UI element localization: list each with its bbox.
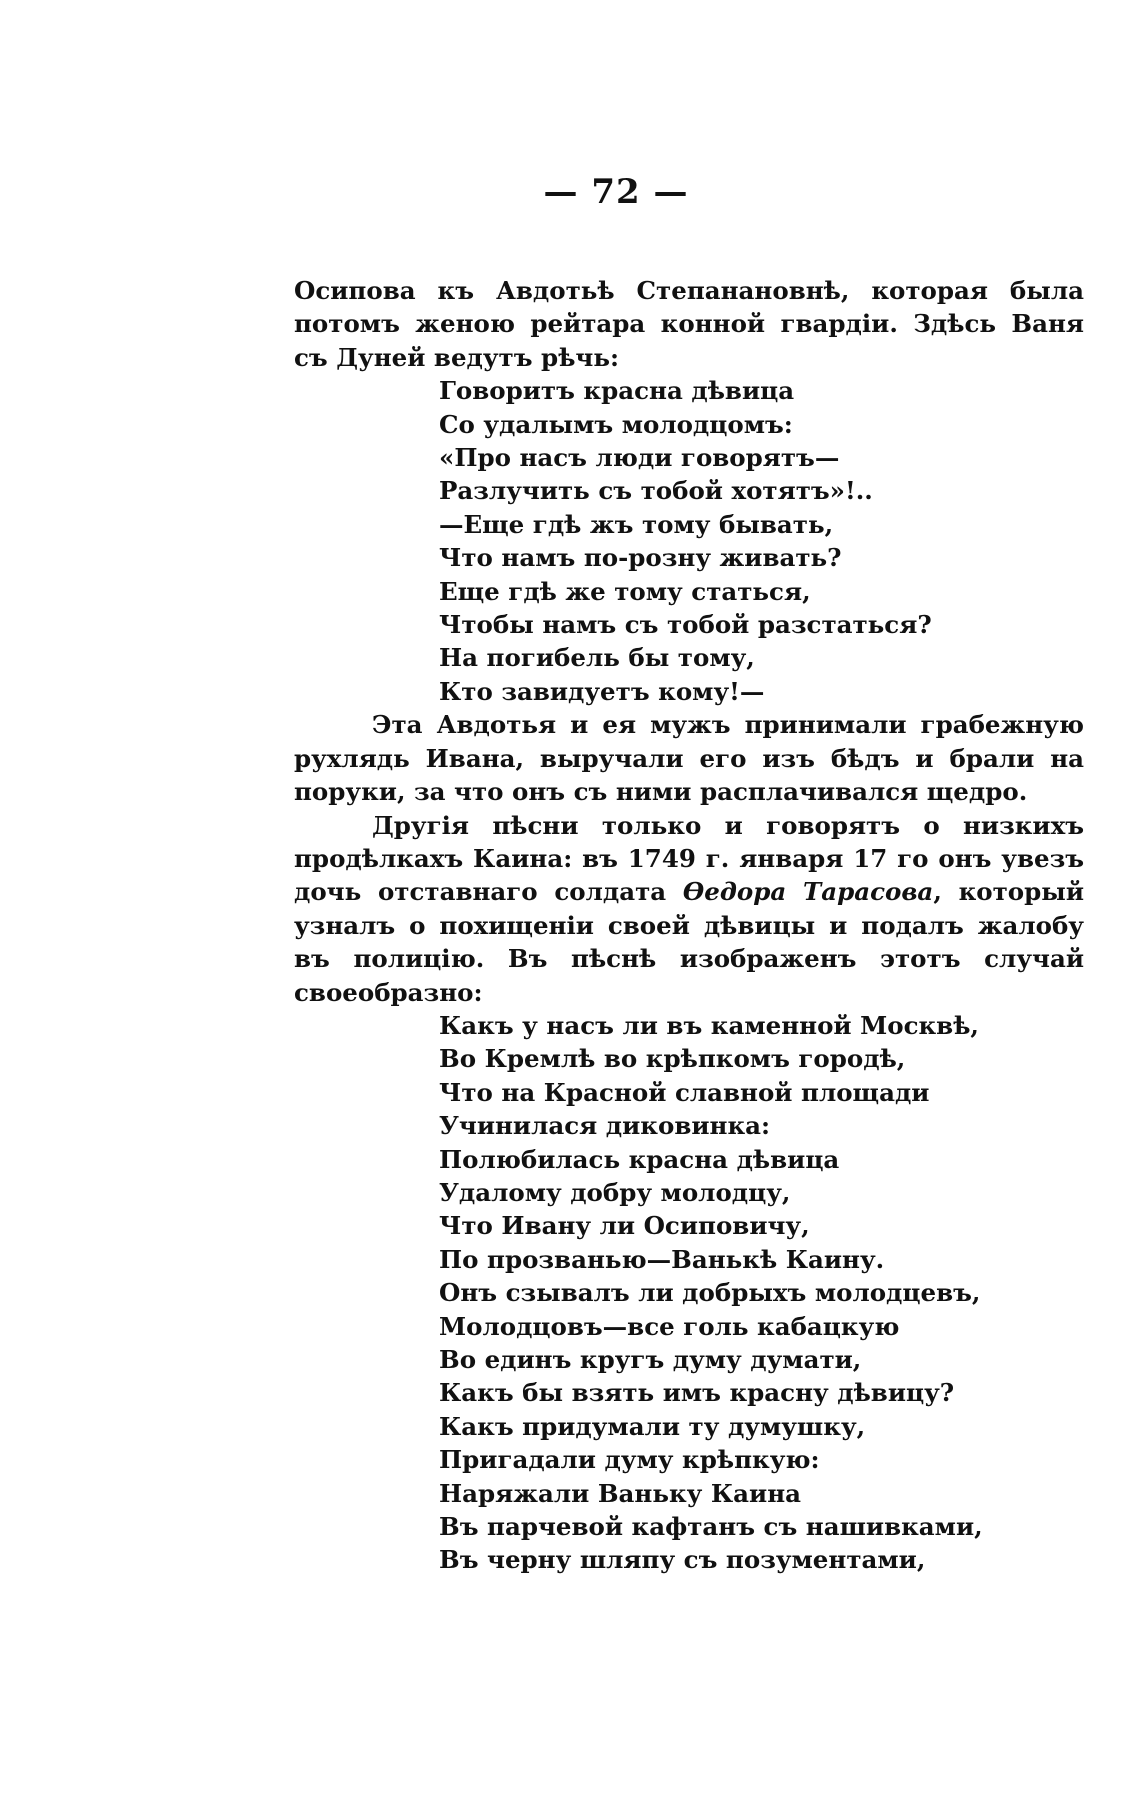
paragraph: Осипова къ Авдотьѣ Степанановнѣ, которая была потомъ женою рейтара конной гвардіи. Здѣсь Ваня съ Дуней ведутъ рѣчь:: [294, 276, 1084, 372]
verse-line: Въ парчевой кафтанъ съ нашивками,: [439, 1512, 983, 1542]
verse-line: Говоритъ красна дѣвица: [439, 376, 795, 406]
verse-line: Еще гдѣ же тому статься,: [439, 576, 811, 606]
paragraph-text: , который узналъ о похищеніи своей дѣвицы и подалъ жалобу въ полицію. Въ пѣснѣ изображенъ этотъ случай своеобразно:: [294, 877, 1084, 1007]
verse-line: Наряжали Ваньку Каина: [439, 1478, 802, 1508]
verse-line: Въ черну шляпу съ позументами,: [439, 1545, 926, 1575]
verse-line: Удалому добру молодцу,: [439, 1177, 791, 1207]
paragraph: Эта Авдотья и ея мужъ принимали грабежную рухлядь Ивана, выручали его изъ бѣдъ и брали на поруки, за что онъ съ ними расплачивался щедро.: [294, 710, 1084, 807]
verse-line: Молодцовъ—все голь кабацкую: [439, 1311, 900, 1341]
verse-line: Полюбилась красна дѣвица: [439, 1144, 840, 1174]
verse-line: Какъ бы взять имъ красну дѣвицу?: [439, 1378, 955, 1408]
verse-line: Во Кремлѣ во крѣпкомъ городѣ,: [439, 1044, 906, 1074]
verse-line: Что Ивану ли Осиповичу,: [439, 1211, 810, 1241]
verse-line: —Еще гдѣ жъ тому бывать,: [439, 509, 834, 539]
verse-line: Что намъ по-розну живать?: [439, 543, 842, 573]
verse-line: Во единъ кругъ думу думати,: [439, 1345, 862, 1374]
paragraph: [294, 809, 1084, 1009]
verse-line: Чтобы намъ съ тобой разстаться?: [439, 610, 932, 640]
verse-line: Со удалымъ молодцомъ:: [439, 409, 793, 439]
page-number: — 72 —: [543, 172, 689, 212]
verse-line: Учинилася диковинка:: [439, 1111, 771, 1141]
paragraph-text: Другія пѣсни только и говорятъ о низкихъ продѣлкахъ Каина: въ 1749 г. января 17 го онъ увезъ дочь отставнаго солдата: [294, 810, 1084, 907]
verse-line: Какъ у насъ ли въ каменной Москвѣ,: [439, 1010, 979, 1040]
italic-name: Ѳедора Тарасова: [682, 877, 934, 907]
verse-line: Пригадали думу крѣпкую:: [439, 1445, 820, 1475]
verse-line: По прозванью—Ванькѣ Каину.: [439, 1244, 885, 1274]
verse-line: Кто завидуетъ кому!—: [439, 676, 765, 706]
page-body: [294, 274, 1084, 1577]
verse-line: Какъ придумали ту думушку,: [439, 1411, 866, 1441]
verse-line: Онъ сзывалъ ли добрыхъ молодцевъ,: [439, 1278, 981, 1308]
verse-block: [294, 1009, 1084, 1577]
verse-line: Разлучить съ тобой хотятъ»!..: [439, 476, 873, 506]
verse-line: На погибель бы тому,: [439, 643, 755, 673]
verse-line: «Про насъ люди говорятъ—: [439, 443, 840, 473]
verse-line: Что на Красной славной площади: [439, 1077, 930, 1107]
verse-block: [294, 374, 1084, 708]
